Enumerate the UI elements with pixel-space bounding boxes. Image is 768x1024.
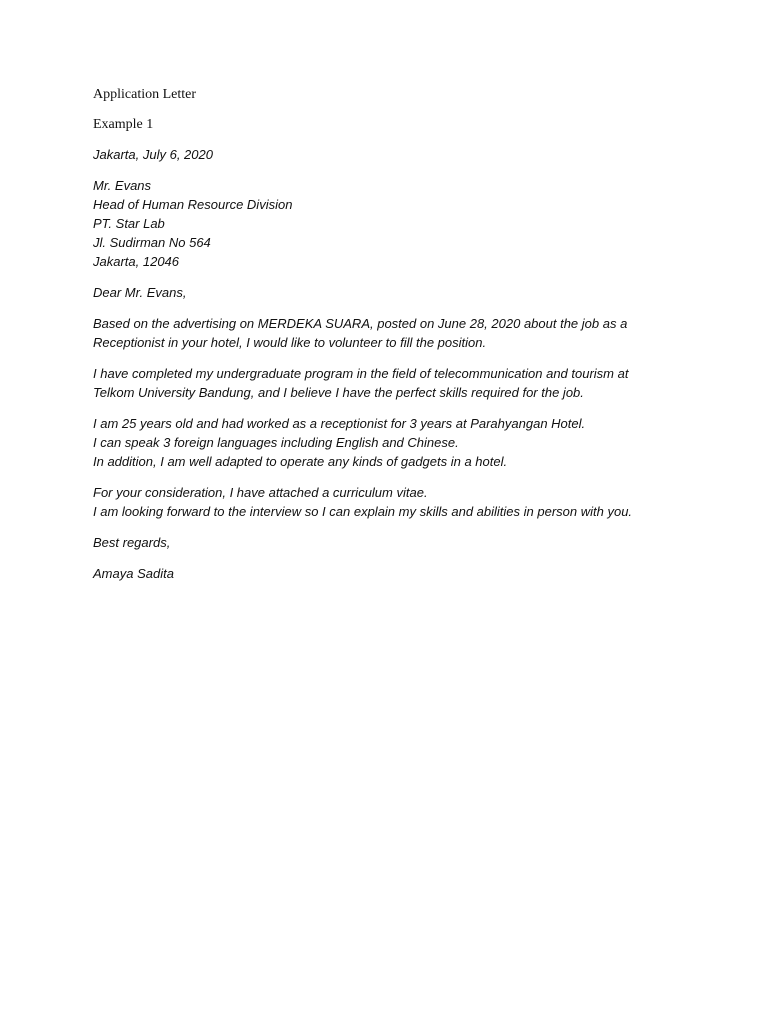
salutation: Dear Mr. Evans, xyxy=(93,285,187,300)
closing-block xyxy=(93,533,693,552)
body-paragraph-3 xyxy=(93,414,693,471)
body-line: Telkom University Bandung, and I believe I have the perfect skills required for the job. xyxy=(93,385,584,400)
signature-block xyxy=(93,564,693,583)
recipient-title: Head of Human Resource Division xyxy=(93,197,293,212)
body-line: Based on the advertising on MERDEKA SUARA, posted on June 28, 2020 about the job as a xyxy=(93,316,628,331)
recipient-street: Jl. Sudirman No 564 xyxy=(93,235,211,250)
date-line: Jakarta, July 6, 2020 xyxy=(93,147,213,162)
letter-body xyxy=(93,145,693,595)
recipient-name: Mr. Evans xyxy=(93,178,152,193)
body-line: I am 25 years old and had worked as a receptionist for 3 years at Parahyangan Hotel. xyxy=(93,416,586,431)
body-paragraph-1 xyxy=(93,314,693,352)
recipient-city: Jakarta, 12046 xyxy=(93,254,180,269)
closing: Best regards, xyxy=(93,535,171,550)
body-paragraph-4 xyxy=(93,483,693,521)
signature: Amaya Sadita xyxy=(93,566,174,581)
salutation-block xyxy=(93,283,693,302)
body-line: In addition, I am well adapted to operate any kinds of gadgets in a hotel. xyxy=(93,454,508,469)
document-heading: Application Letter xyxy=(93,87,197,102)
body-paragraph-2 xyxy=(93,364,693,402)
recipient-company: PT. Star Lab xyxy=(93,216,165,231)
body-line: I can speak 3 foreign languages including English and Chinese. xyxy=(93,435,459,450)
body-line: For your consideration, I have attached a curriculum vitae. xyxy=(93,485,428,500)
body-line: I have completed my undergraduate program in the field of telecommunication and tourism at xyxy=(93,366,629,381)
body-line: I am looking forward to the interview so I can explain my skills and abilities in person with you. xyxy=(93,504,633,519)
body-line: Receptionist in your hotel, I would like to volunteer to fill the position. xyxy=(93,335,487,350)
recipient-address xyxy=(93,176,693,271)
date-line-block xyxy=(93,145,693,164)
example-label: Example 1 xyxy=(93,117,154,132)
